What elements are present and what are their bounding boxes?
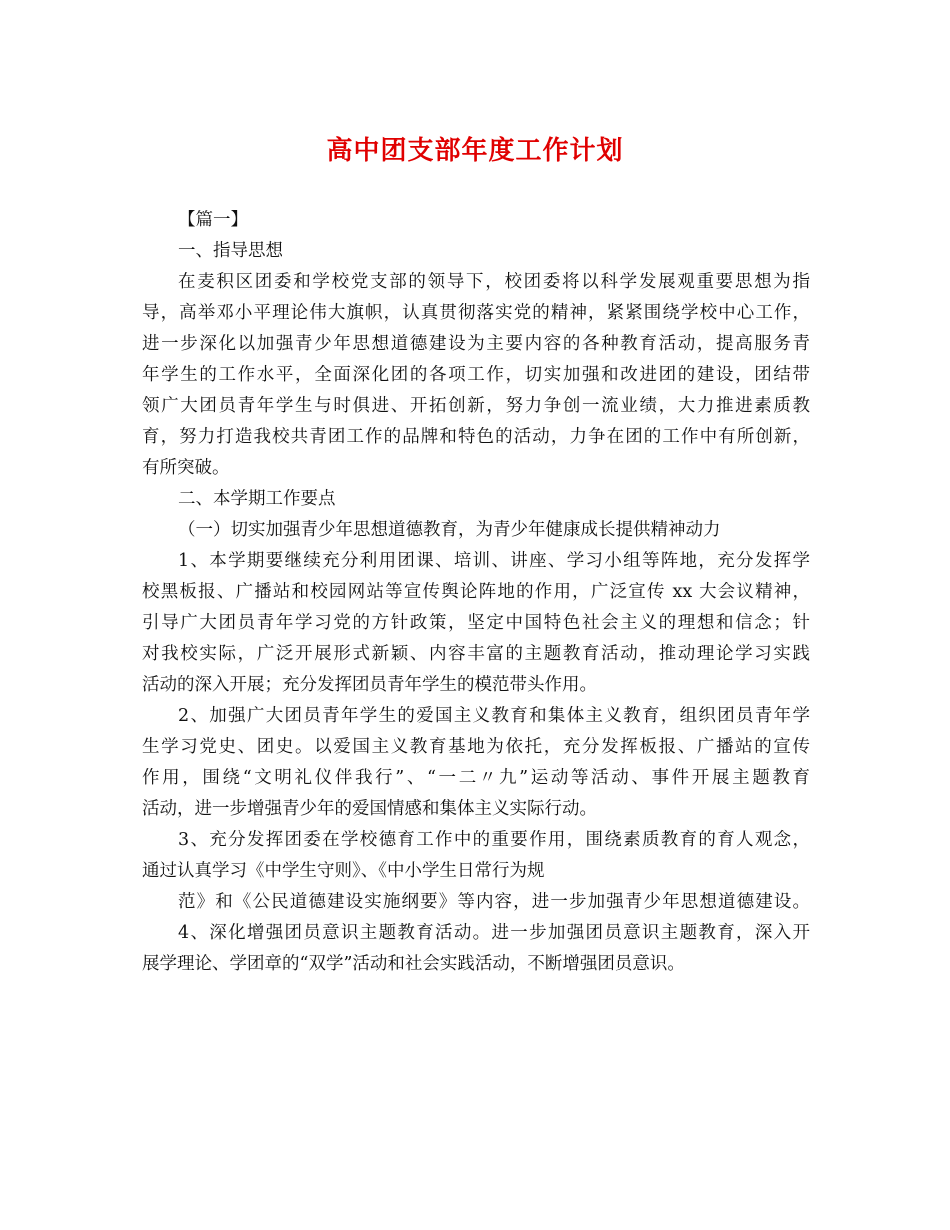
body-line: 校黑板报、广播站和校园网站等宣传舆论阵地的作用，广泛宣传 xx 大会议精神， (142, 582, 810, 602)
body-line: 年学生的工作水平，全面深化团的各项工作，切实加强和改进团的建设，团结带 (142, 365, 810, 385)
body-line: （一）切实加强青少年思想道德教育，为青少年健康成长提供精神动力 (178, 520, 721, 540)
body-line: 活动的深入开展；充分发挥团员青年学生的模范带头作用。 (142, 675, 597, 695)
document-title: 高中团支部年度工作计划 (326, 136, 624, 166)
body-line: 有所突破。 (142, 458, 230, 478)
body-line: 作用，围绕“文明礼仪伴我行”、“一二〃九”运动等活动、事件开展主题教育 (142, 768, 810, 788)
body-line: 对我校实际，广泛开展形式新颖、内容丰富的主题教育活动，推动理论学习实践 (142, 644, 810, 664)
body-line: 通过认真学习《中学生守则》、《中小学生日常行为规 (142, 861, 545, 881)
body-line: 一、指导思想 (178, 241, 283, 261)
body-line: 1、本学期要继续充分利用团课、培训、讲座、学习小组等阵地，充分发挥学 (178, 551, 810, 571)
body-line: 4、深化增强团员意识主题教育活动。进一步加强团员意识主题教育，深入开 (178, 923, 810, 943)
body-line: 2、加强广大团员青年学生的爱国主义教育和集体主义教育，组织团员青年学 (178, 706, 810, 726)
document-body (142, 205, 810, 980)
body-line: 育，努力打造我校共青团工作的品牌和特色的活动，力争在团的工作中有所创新， (142, 427, 810, 447)
body-line: 进一步深化以加强青少年思想道德建设为主要内容的各种教育活动，提高服务青 (142, 334, 810, 354)
body-line: 领广大团员青年学生与时俱进、开拓创新，努力争创一流业绩，大力推进素质教 (142, 396, 810, 416)
body-line: 导，高举邓小平理论伟大旗帜，认真贯彻落实党的精神，紧紧围绕学校中心工作， (142, 303, 810, 323)
body-line: 生学习党史、团史。以爱国主义教育基地为依托，充分发挥板报、广播站的宣传 (142, 737, 810, 757)
body-line: 展学理论、学团章的“双学”活动和社会实践活动，不断增强团员意识。 (142, 954, 685, 974)
body-line: 在麦积区团委和学校党支部的领导下，校团委将以科学发展观重要思想为指 (178, 272, 810, 292)
body-line: 【篇一】 (178, 210, 248, 230)
body-line: 3、充分发挥团委在学校德育工作中的重要作用，围绕素质教育的育人观念， (178, 830, 810, 850)
body-line: 活动，进一步增强青少年的爱国情感和集体主义实际行动。 (142, 799, 597, 819)
body-line: 引导广大团员青年学习党的方针政策，坚定中国特色社会主义的理想和信念；针 (142, 613, 810, 633)
body-line: 二、本学期工作要点 (178, 489, 336, 509)
body-line: 范》和《公民道德建设实施纲要》等内容，进一步加强青少年思想道德建设。 (178, 892, 810, 912)
